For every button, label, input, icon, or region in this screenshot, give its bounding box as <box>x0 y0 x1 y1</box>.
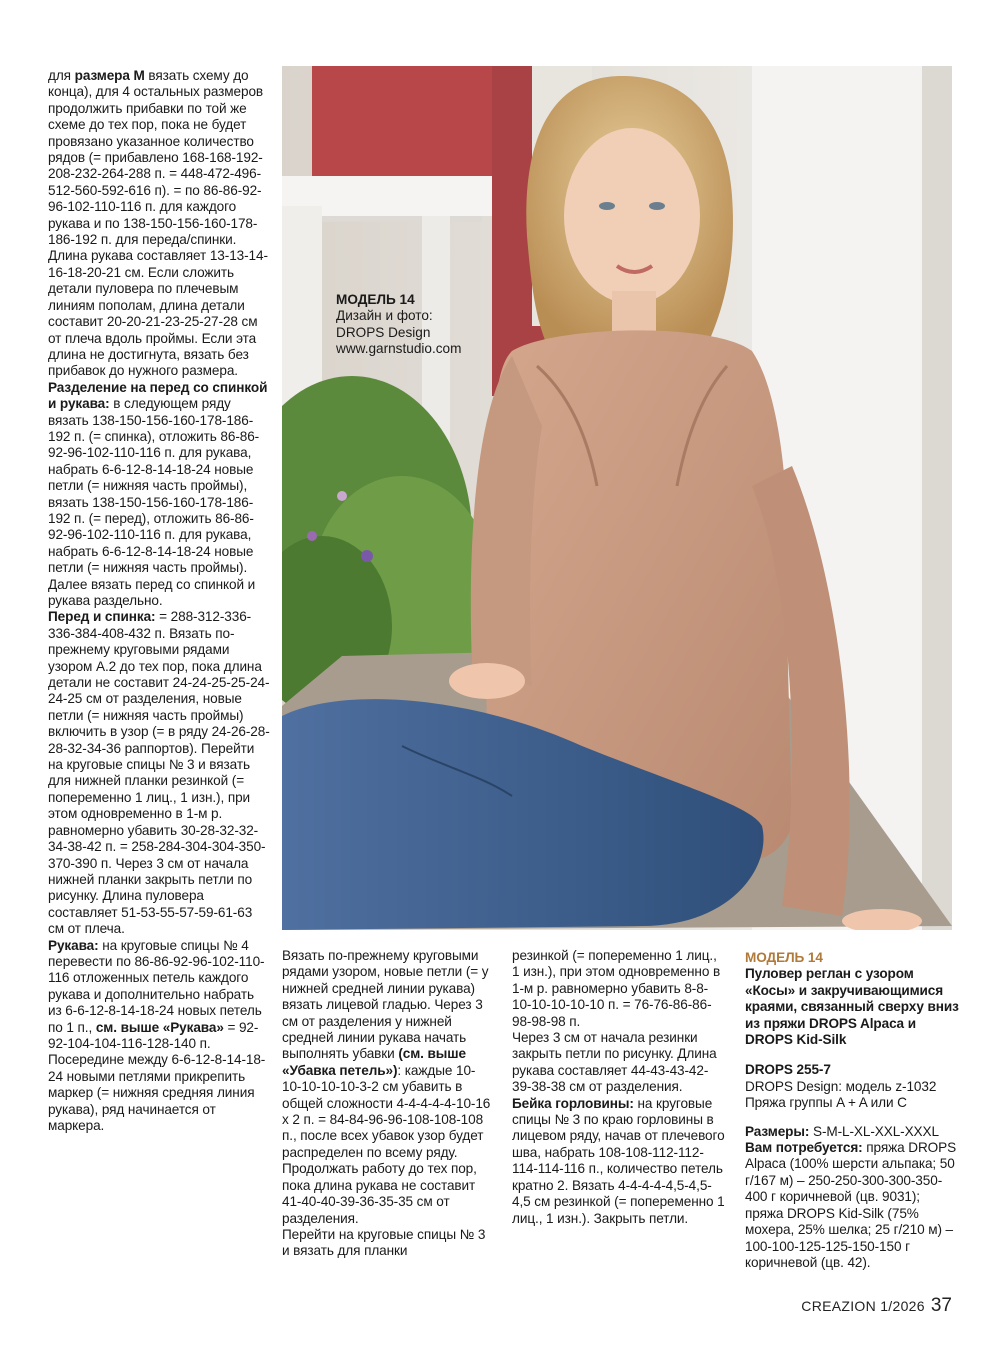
paragraph: Через 3 см от начала резинки закрыть петли по рисунку. Длина рукава составляет 44-43-43-42-39-38-38 см от разделения. <box>512 1030 717 1095</box>
materials: Вам потребуется: пряжа DROPS Alpaca (100% шерсти альпака; 50 г/167 м) – 250-250-300-300-350-400 г коричневой (цв. 9031); пряжа DROPS Kid-Silk (75% мохера, 25% шелка; 25 г/210 м) – 100-100-125-125-150-150 г коричневой (цв. 42). <box>745 1140 957 1270</box>
paragraph: Вязать по-прежнему круговыми рядами узором, новые петли (= у нижней средней линии рукава) вязать лицевой гладью. Через 3 см от разделения у нижней средней линии рукава начать выполнять убавки (см. выше «Убавка петель»): каждые 10-10-10-10-10-3-2 см убавить в общей сложности 4-4-4-4-4-10-16 х 2 п. = 84-84-96-96-108-108-108 п., после всех убавок узор будет распределен по всему ряду. Продолжать работу до тех пор, пока длина рукава не составит 41-40-40-39-36-35-35 см от разделения. <box>282 948 491 1226</box>
model-code: DROPS 255-7 <box>745 1062 831 1078</box>
text-column-1 <box>48 68 270 1134</box>
page-number: 37 <box>930 1295 952 1316</box>
photo-caption <box>336 292 536 358</box>
paragraph: Разделение на перед со спинкой и рукава: в следующем ряду вязать 138-150-156-160-178-186-192 п. (= спинка), отложить 86-86-92-96-102-110-116 п. для рукава, набрать 6-6-12-8-14-18-24 новые петли (= нижняя часть проймы), вязать 138-150-156-160-178-186-192 п. (= перед), отложить 86-86-92-96-102-110-116 п. для рукава, набрать 6-6-12-8-14-18-24 новые петли (= нижняя часть проймы). Далее вязать перед со спинкой и рукава раздельно. <box>48 379 268 608</box>
paragraph: Перейти на круговые спицы № 3 и вязать для планки <box>282 1226 486 1259</box>
text-column-2 <box>282 948 492 1260</box>
caption-title: МОДЕЛЬ 14 <box>336 292 415 307</box>
magazine-issue: CREAZION 1/2026 <box>801 1298 925 1314</box>
yarn-group: Пряжа группы A + A или C <box>745 1095 907 1111</box>
photo-illustration <box>282 66 952 930</box>
paragraph: Бейка горловины: на круговые спицы № 3 по краю горловины в лицевом ряду, начав от плечевого шва, набрать 108-108-112-112-114-114-116 п., количество петель кратно 2. Вязать 4-4-4-4-4,5-4,5-4,5 см резинкой (= попеременно 1 лиц., 1 изн.). Закрыть петли. <box>512 1095 725 1226</box>
page-footer <box>801 1295 952 1323</box>
paragraph: резинкой (= попеременно 1 лиц., 1 изн.), при этом одновременно в 1-м р. равномерно убавить 8-8-10-10-10-10-10 п. = 76-76-86-86-98-98-98 п. <box>512 948 721 1029</box>
paragraph: Перед и спинка: = 288-312-336-336-384-408-432 п. Вязать по-прежнему круговыми рядами узором A.2 до тех пор, пока длина детали не составит 24-24-25-25-24-24-25 см от разделения, новые петли (= нижняя часть проймы) включить в узор (= в ряду 24-26-28-28-32-34-36 раппортов). Перейти на круговые спицы № 3 и вязать для нижней планки резинкой (= попеременно 1 лиц., 1 изн.), при этом одновременно в 1-м р. равномерно убавить 30-28-32-32-34-38-42 п. = 258-284-304-304-350-370-390 п. Через 3 см от начала нижней планки закрыть петли по рисунку. Длина пуловера составляет 51-53-55-57-59-61-63 см от плеча. <box>48 609 270 937</box>
caption-line-3: www.garnstudio.com <box>336 341 462 357</box>
model-design: DROPS Design: модель z-1032 <box>745 1078 937 1094</box>
model-description: Пуловер реглан с узором «Косы» и закручивающимися краями, связанный сверху вниз из пряжи DROPS Alpaca и DROPS Kid-Silk <box>745 966 959 1048</box>
caption-line-2: DROPS Design <box>336 324 431 340</box>
text-column-3 <box>512 948 727 1227</box>
paragraph: Посередине между 6-6-12-8-14-18-24 новыми петлями прикрепить маркер (= нижняя средняя линия рукава), ряд начинается от маркера. <box>48 1052 266 1133</box>
model-photo <box>282 66 952 930</box>
model-info-column <box>745 950 960 1271</box>
model-title: МОДЕЛЬ 14 <box>745 950 823 965</box>
paragraph: Длина рукава составляет 13-13-14-16-18-20-21 см. Если сложить детали пуловера по плечевым линиям пополам, длина детали составит 20-20-21-23-25-27-28 см от плеча вдоль проймы. Если эта длина не достигнута, вязать без прибавок до нужного размера. <box>48 248 268 379</box>
paragraph: для размера M вязать схему до конца), для 4 остальных размеров продолжить прибавки по той же схеме до тех пор, пока не будет провязано указанное количество рядов (= прибавлено 168-168-192-208-232-264-288 п. = 448-472-496-512-560-592-616 п). = по 86-86-92-96-102-110-116 п. для каждого рукава и по 138-150-156-160-178-186-192 п. для переда/спинки. <box>48 68 264 248</box>
caption-line-1: Дизайн и фото: <box>336 308 433 324</box>
paragraph: Рукава: на круговые спицы № 4 перевести по 86-86-92-96-102-110-116 отложенных петель каждого рукава и дополнительно набрать из 6-6-12-8-14-18-24 новых петель по 1 п., см. выше «Рукава» = 92-92-104-104-116-128-140 п. <box>48 937 265 1051</box>
sizes: Размеры: S-M-L-XL-XXL-XXXL <box>745 1123 939 1139</box>
